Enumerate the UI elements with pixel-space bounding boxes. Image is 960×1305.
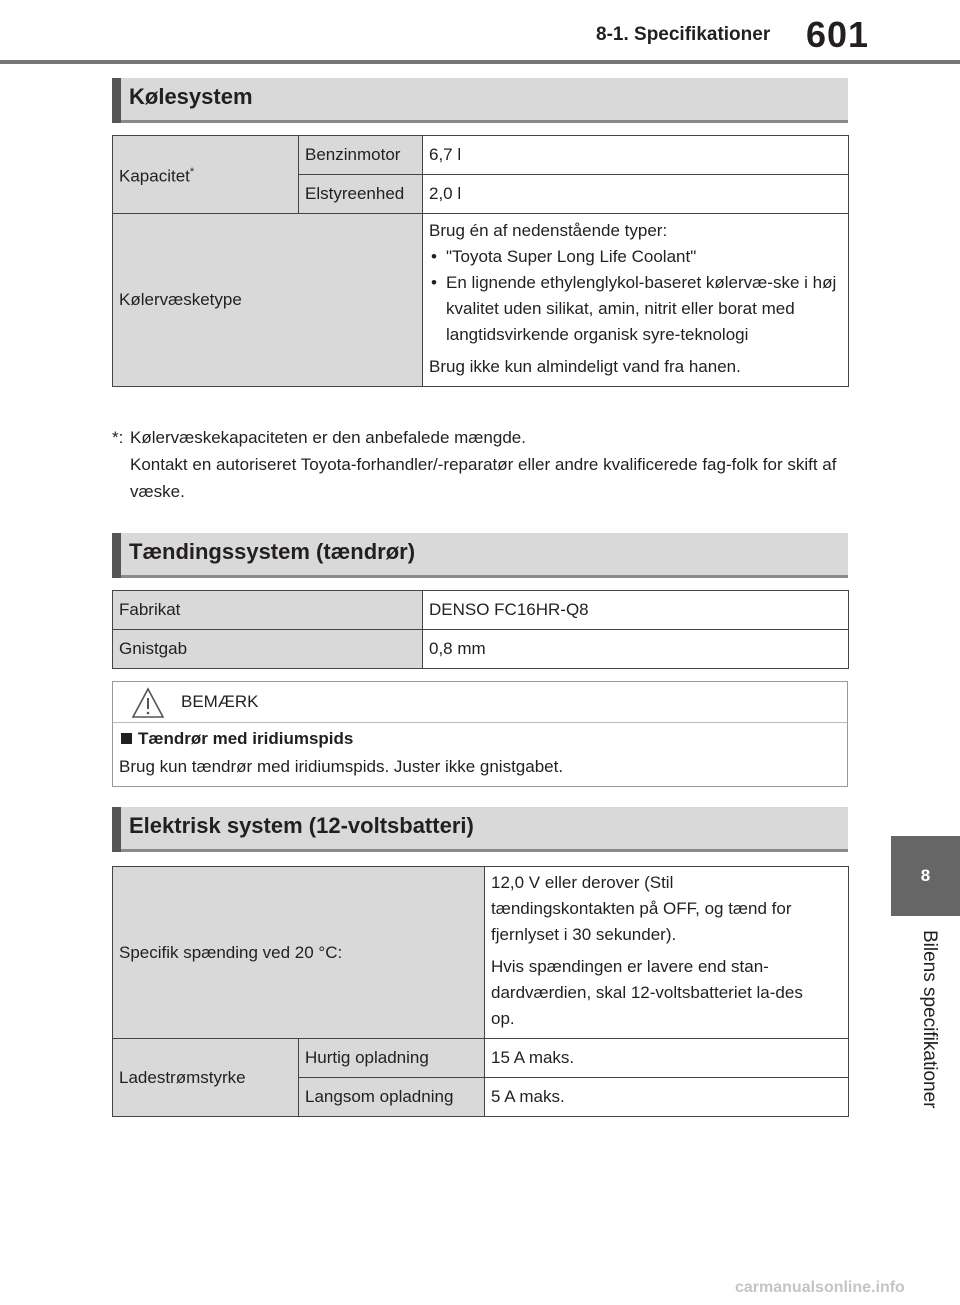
caution-subheading: [119, 729, 353, 749]
table-row: [113, 136, 849, 175]
warning-triangle-icon: [131, 686, 165, 720]
chapter-label: Bilens specifikationer: [919, 930, 940, 1109]
chapter-tab: [891, 836, 960, 916]
section-title: 8-1. Specifikationer: [596, 24, 771, 45]
voltage-text: 12,0 V eller derover (Stil tændingskontakten på OFF, og tænd for fjernlyset i 30 sekunder).: [491, 873, 792, 944]
heading-bar: [112, 533, 121, 578]
coolant-intro: Brug én af nedenstående typer:: [429, 221, 668, 240]
caution-subheading-text: Tændrør med iridiumspids: [138, 729, 354, 748]
engine-value: 6,7 l: [423, 136, 849, 175]
voltage-value: [485, 867, 849, 1039]
heading-bar: [112, 78, 121, 123]
ignition-label: Gnistgab: [113, 630, 423, 669]
charge-value: 5 A maks.: [485, 1078, 849, 1117]
charge-label: Ladestrømstyrke: [113, 1039, 299, 1117]
footnote-mark: *:: [112, 428, 124, 447]
table-row: [113, 867, 849, 1039]
electrical-table: [112, 866, 849, 1117]
list-item: • En lignende ethylenglykol-baseret kølervæ-ske i høj kvalitet uden silikat, amin, nitrit eller borat med langtidsvirkende organisk syre-teknologi: [429, 270, 842, 348]
cooling-heading-text: Kølesystem: [129, 84, 253, 109]
table-row: [113, 630, 849, 669]
capacity-label-text: Kapacitet: [119, 166, 190, 186]
table-row: [113, 214, 849, 387]
charge-mode: Langsom opladning: [299, 1078, 485, 1117]
engine-value: 2,0 l: [423, 175, 849, 214]
capacity-label: [113, 136, 299, 214]
electrical-heading-text: Elektrisk system (12-voltsbatteri): [129, 813, 474, 838]
ignition-value: 0,8 mm: [423, 630, 849, 669]
caution-title: BEMÆRK: [181, 692, 259, 711]
ignition-heading: [112, 533, 848, 578]
caution-header: [113, 682, 847, 723]
ignition-heading-text: Tændingssystem (tændrør): [129, 539, 416, 564]
cooling-heading: [112, 78, 848, 123]
chapter-tab-label: [880, 930, 940, 1130]
watermark: carmanualsonline.info: [735, 1279, 905, 1296]
ignition-label: Fabrikat: [113, 591, 423, 630]
engine-label: Benzinmotor: [299, 136, 423, 175]
ignition-table: [112, 590, 849, 669]
voltage-label: Specifik spænding ved 20 °C:: [113, 867, 485, 1039]
footnote-line-1: Kølervæskekapaciteten er den anbefalede mængde.: [130, 428, 526, 447]
coolant-list: [429, 244, 842, 348]
page-number: 601: [806, 14, 870, 55]
heading-bar: [112, 807, 121, 852]
list-item: • "Toyota Super Long Life Coolant": [429, 244, 842, 270]
charge-value: 15 A maks.: [485, 1039, 849, 1078]
square-bullet-icon: [121, 733, 132, 744]
coolant-note: Brug ikke kun almindeligt vand fra hanen.: [429, 357, 741, 376]
voltage-note: Hvis spændingen er lavere end stan-dardværdien, skal 12-voltsbatteriet la-des op.: [491, 957, 803, 1028]
charge-mode: Hurtig opladning: [299, 1039, 485, 1078]
ignition-value: DENSO FC16HR-Q8: [423, 591, 849, 630]
cooling-table: [112, 135, 849, 387]
engine-label: Elstyreenhed: [299, 175, 423, 214]
electrical-heading: [112, 807, 848, 852]
coolant-label: Kølervæsketype: [113, 214, 423, 387]
chapter-number: 8: [920, 866, 931, 885]
capacity-footnote-mark: *: [189, 166, 195, 179]
table-row: [113, 1039, 849, 1078]
table-row: [113, 591, 849, 630]
footnote-line-2: Kontakt en autoriseret Toyota-forhandler/-reparatør eller andre kvalificerede fag-folk for skift af væske.: [130, 455, 837, 501]
coolant-value: [423, 214, 849, 387]
header-divider: [0, 60, 960, 64]
caution-box: [112, 681, 848, 787]
caution-text: Brug kun tændrør med iridiumspids. Juster ikke gnistgabet.: [119, 757, 564, 776]
